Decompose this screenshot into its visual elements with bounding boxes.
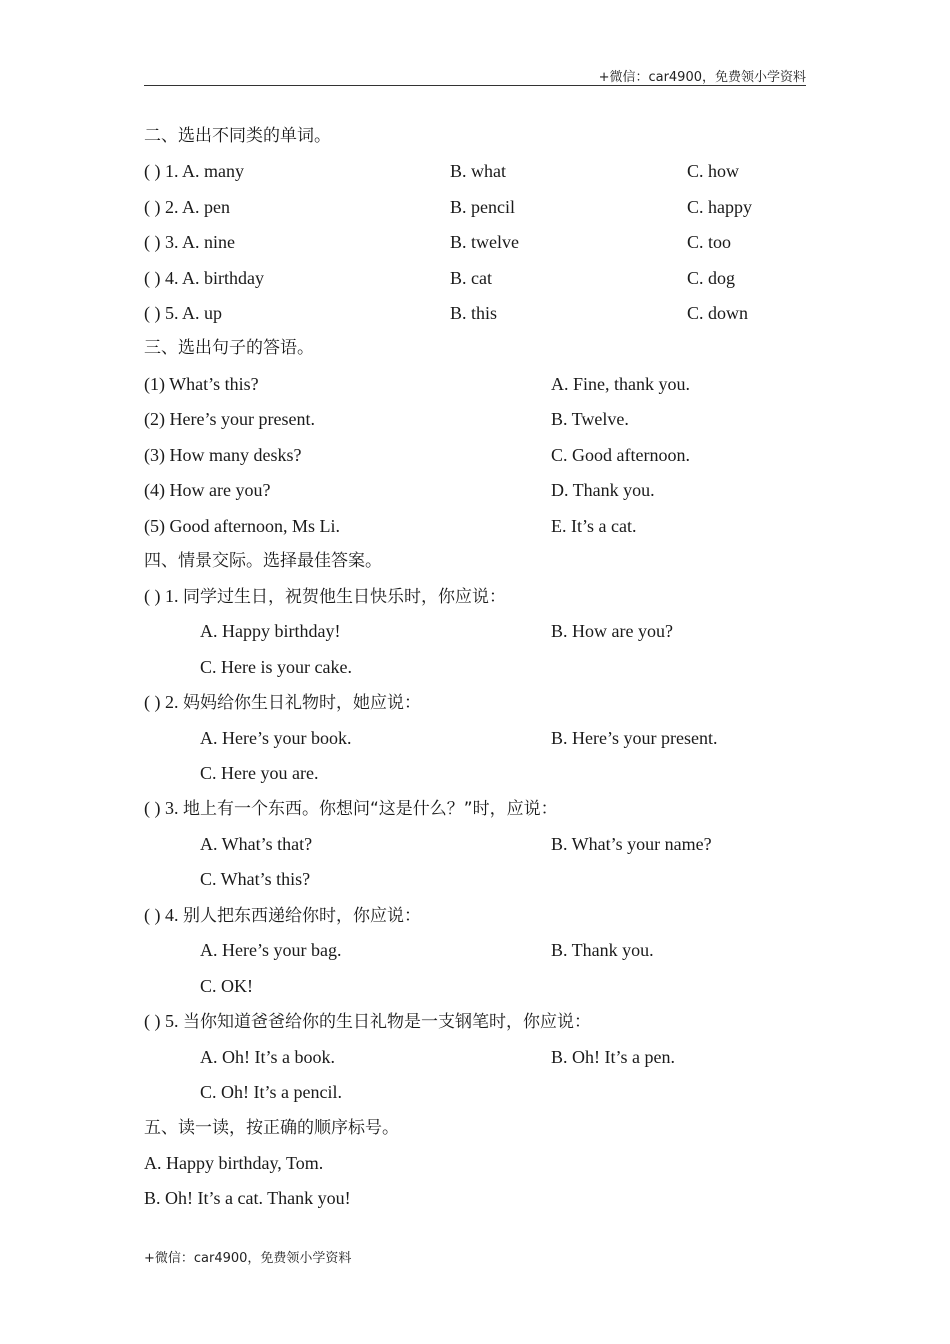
section5-title: 五、读一读，按正确的顺序标号。 — [144, 1118, 399, 1138]
s3-answer-e: E. It’s a cat. — [551, 516, 637, 536]
section3-title: 三、选出句子的答语。 — [144, 338, 314, 358]
s4-q1-text: 同学过生日，祝贺他生日快乐时，你应说： — [183, 587, 506, 607]
s2-q4-option-c: C. dog — [687, 268, 736, 288]
section2-title: 二、选出不同类的单词。 — [144, 126, 331, 146]
s4-q5-text: 当你知道爸爸给你的生日礼物是一支钢笔时，你应说： — [183, 1012, 591, 1032]
s3-answer-c: C. Good afternoon. — [551, 445, 690, 465]
s2-q3-option-c: C. too — [687, 232, 732, 252]
s4-q1-option-a: A. Happy birthday! — [200, 621, 341, 641]
s3-q2: (2) Here’s your present. — [144, 409, 315, 429]
s4-q4 — [144, 904, 421, 927]
s2-q3: ( ) 3. A. nine — [144, 232, 235, 252]
s4-q2 — [144, 691, 421, 714]
s4-q4-option-c: C. OK! — [200, 976, 253, 996]
s5-item-a: A. Happy birthday, Tom. — [144, 1153, 324, 1173]
s4-q3 — [144, 797, 558, 820]
s2-q3-option-b: B. twelve — [450, 232, 519, 252]
section4-title: 四、情景交际。选择最佳答案。 — [144, 551, 382, 571]
s3-q1: (1) What’s this? — [144, 374, 259, 394]
s4-q3-option-c: C. What’s this? — [200, 869, 311, 889]
s4-q5-option-c: C. Oh! It’s a pencil. — [200, 1082, 342, 1102]
s4-q2-number: ( ) 2. — [144, 692, 183, 712]
header-text: +微信：car4900，免费领小学资料 — [598, 70, 806, 85]
footer-text: +微信：car4900，免费领小学资料 — [144, 1251, 352, 1266]
s4-q3-text: 地上有一个东西。你想问“这是什么？”时，应说： — [183, 799, 558, 819]
s4-q1-option-c: C. Here is your cake. — [200, 657, 352, 677]
s3-answer-d: D. Thank you. — [551, 480, 655, 500]
s3-q3: (3) How many desks? — [144, 445, 302, 465]
s4-q3-option-a: A. What’s that? — [200, 834, 313, 854]
s3-answer-b: B. Twelve. — [551, 409, 629, 429]
s2-q2-option-c: C. happy — [687, 197, 752, 217]
s4-q4-option-a: A. Here’s your bag. — [200, 940, 342, 960]
s2-q2-option-b: B. pencil — [450, 197, 515, 217]
s2-q2: ( ) 2. A. pen — [144, 197, 230, 217]
s2-q5-option-b: B. this — [450, 303, 498, 323]
s3-answer-a: A. Fine, thank you. — [551, 374, 690, 394]
s5-item-b: B. Oh! It’s a cat. Thank you! — [144, 1188, 351, 1208]
s4-q1-number: ( ) 1. — [144, 586, 183, 606]
s4-q3-option-b: B. What’s your name? — [551, 834, 712, 854]
s2-q4-option-b: B. cat — [450, 268, 492, 288]
s4-q5-number: ( ) 5. — [144, 1011, 183, 1031]
s3-q4: (4) How are you? — [144, 480, 271, 500]
s4-q2-option-b: B. Here’s your present. — [551, 728, 718, 748]
s2-q1-option-b: B. what — [450, 161, 506, 181]
s4-q3-number: ( ) 3. — [144, 798, 183, 818]
s4-q5-option-b: B. Oh! It’s a pen. — [551, 1047, 675, 1067]
s3-q5: (5) Good afternoon, Ms Li. — [144, 516, 340, 536]
s2-q1-option-c: C. how — [687, 161, 740, 181]
s2-q5-option-c: C. down — [687, 303, 749, 323]
s4-q4-number: ( ) 4. — [144, 905, 183, 925]
s4-q5 — [144, 1010, 591, 1033]
s4-q4-text: 别人把东西递给你时，你应说： — [183, 906, 421, 926]
header-rule — [144, 85, 806, 86]
s4-q1 — [144, 585, 506, 608]
s2-q1: ( ) 1. A. many — [144, 161, 244, 181]
s4-q5-option-a: A. Oh! It’s a book. — [200, 1047, 335, 1067]
s4-q1-option-b: B. How are you? — [551, 621, 673, 641]
s2-q5: ( ) 5. A. up — [144, 303, 222, 323]
s4-q2-option-c: C. Here you are. — [200, 763, 319, 783]
s2-q4: ( ) 4. A. birthday — [144, 268, 264, 288]
s4-q2-text: 妈妈给你生日礼物时，她应说： — [183, 693, 421, 713]
s4-q4-option-b: B. Thank you. — [551, 940, 654, 960]
s4-q2-option-a: A. Here’s your book. — [200, 728, 352, 748]
